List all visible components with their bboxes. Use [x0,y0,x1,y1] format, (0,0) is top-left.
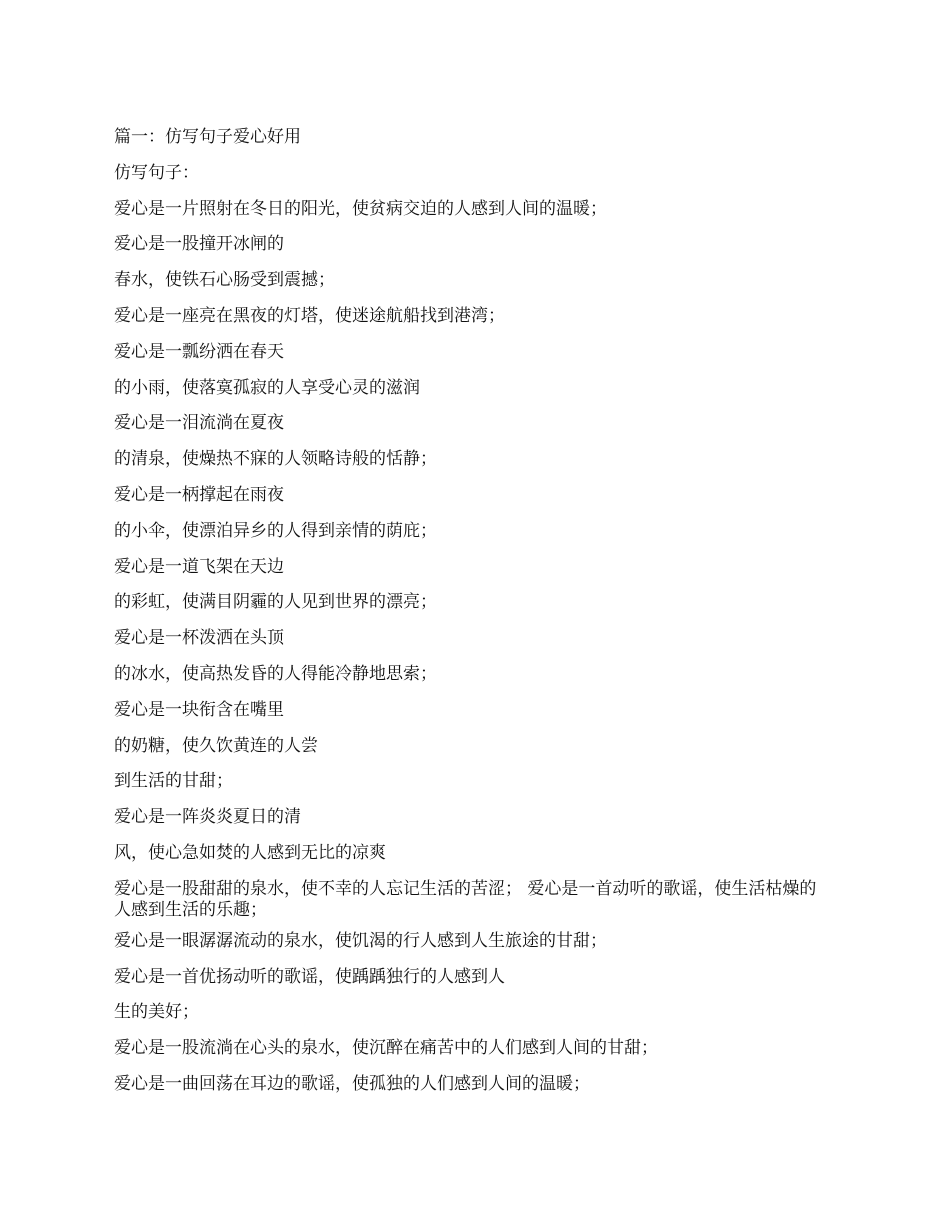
text-line: 的冰水，使高热发昏的人得能冷静地思索； [114,663,437,684]
text-line: 春水，使铁石心肠受到震撼； [114,270,335,291]
text-line: 仿写句子： [114,162,199,183]
text-line: 的彩虹，使满目阴霾的人见到世界的漂亮； [114,592,437,613]
text-line: 生的美好； [114,1002,199,1023]
text-line: 爱心是一柄撑起在雨夜 [114,484,284,505]
text-line: 爱心是一杯泼洒在头顶 [114,628,284,649]
text-paragraph: 爱心是一股甜甜的泉水，使不幸的人忘记生活的苦涩； 爱心是一首动听的歌谣，使生活枯燥的人感到生活的乐趣； [114,878,817,920]
text-line: 到生活的甘甜； [114,771,233,792]
text-line: 爱心是一股流淌在心头的泉水，使沉醉在痛苦中的人们感到人间的甘甜； [114,1038,658,1059]
text-line: 爱心是一曲回荡在耳边的歌谣，使孤独的人们感到人间的温暖； [114,1073,590,1094]
text-line: 爱心是一泪流淌在夏夜 [114,413,284,434]
text-line: 爱心是一道飞架在天边 [114,556,284,577]
text-line: 爱心是一块衔含在嘴里 [114,699,284,720]
text-line: 风，使心急如焚的人感到无比的凉爽 [114,842,386,863]
text-line: 爱心是一瓢纷洒在春天 [114,341,284,362]
document-body [114,122,829,1105]
text-line: 的小雨，使落寞孤寂的人享受心灵的滋润 [114,377,420,398]
document-title: 篇一：仿写句子爱心好用 [114,127,301,147]
text-line: 的奶糖，使久饮黄连的人尝 [114,735,318,756]
text-line: 爱心是一阵炎炎夏日的清 [114,807,301,828]
text-line: 爱心是一片照射在冬日的阳光，使贫病交迫的人感到人间的温暖； [114,198,607,219]
text-line: 爱心是一眼潺潺流动的泉水，使饥渴的行人感到人生旅途的甘甜； [114,930,607,951]
text-line: 爱心是一股撞开冰闸的 [114,234,284,255]
text-line: 爱心是一座亮在黑夜的灯塔，使迷途航船找到港湾； [114,305,505,326]
text-line: 的小伞，使漂泊异乡的人得到亲情的荫庇； [114,520,437,541]
text-line: 的清泉，使燥热不寐的人领略诗般的恬静； [114,449,437,470]
text-line: 爱心是一首优扬动听的歌谣，使踽踽独行的人感到人 [114,966,505,987]
